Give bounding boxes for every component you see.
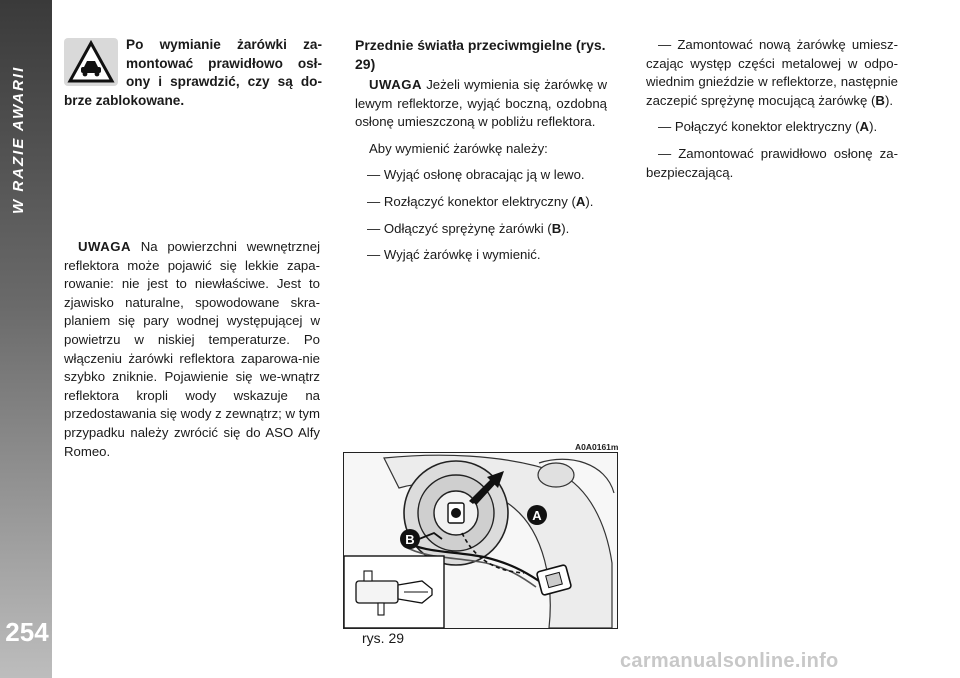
note-keyword: UWAGA	[78, 239, 132, 254]
step-2: — Rozłączyć konektor elektryczny (A).	[367, 193, 594, 209]
fog-light-figure	[343, 452, 618, 629]
note-text: Jeżeli wymienia się żarówkę w lewym reflektorze, wyjąć boczną, ozdobną osłonę umieszczoną w pobliżu reflektora.	[355, 77, 607, 130]
page-number: 254	[5, 617, 49, 647]
warning-box	[64, 36, 322, 110]
figure-code: A0A0161m	[575, 442, 619, 452]
fog-lights-heading: Przednie światła przeciwmgielne (rys. 29)	[355, 37, 606, 72]
step-5: — Zamontować nową żarówkę umiesz-czając występ części metalowej w odpo-wiednim gnieździe w reflektorze, następnie zaczepić sprężynę mocującą żarówkę (B).	[646, 37, 898, 108]
step-7: — Zamontować prawidłowo osłonę za-bezpieczającą.	[646, 145, 898, 180]
label-a: A	[532, 508, 542, 523]
fog-light-illustration	[344, 453, 617, 628]
column-fog-lights	[355, 36, 607, 273]
note-text: Na powierzchni wewnętrznej reflektora może pojawić się lekkie zapa-rowanie: nie jest to niewłaściwe. Jest to zjawisko naturalne, spowodowane skra-planiem się pary wodnej występującej w powietrzu w niskiej temperaturze. Po włączeniu żarówki reflektora zaparowa-nie szybko zniknie. Pojawienie się we-wnątrz reflektora kropli wody wskazuje na przedostawania się wody z zewnątrz; w tym przypadku należy zwrócić się do ASO Alfy Romeo.	[64, 239, 320, 459]
figure-caption: rys. 29	[362, 630, 405, 646]
section-title: W RAZIE AWARII	[10, 65, 27, 215]
label-b: B	[405, 532, 415, 547]
condensation-note	[64, 238, 320, 469]
warning-text: Po wymianie żarówki za-montować prawidłowo osł-ony i sprawdzić, czy są do-brze zablokowane.	[64, 37, 322, 108]
car-warning-triangle-icon	[64, 38, 118, 86]
note-keyword: UWAGA	[369, 77, 423, 92]
step-1: — Wyjąć osłonę obracając ją w lewo.	[367, 167, 585, 183]
steps-intro: Aby wymienić żarówkę należy:	[369, 140, 548, 156]
step-6: — Połączyć konektor elektryczny (A).	[658, 119, 878, 135]
column-continued-steps	[646, 36, 898, 190]
side-strip	[0, 0, 52, 678]
watermark: carmanualsonline.info	[620, 650, 839, 672]
step-3: — Odłączyć sprężynę żarówki (B).	[367, 220, 570, 236]
step-4: — Wyjąć żarówkę i wymienić.	[367, 247, 541, 263]
